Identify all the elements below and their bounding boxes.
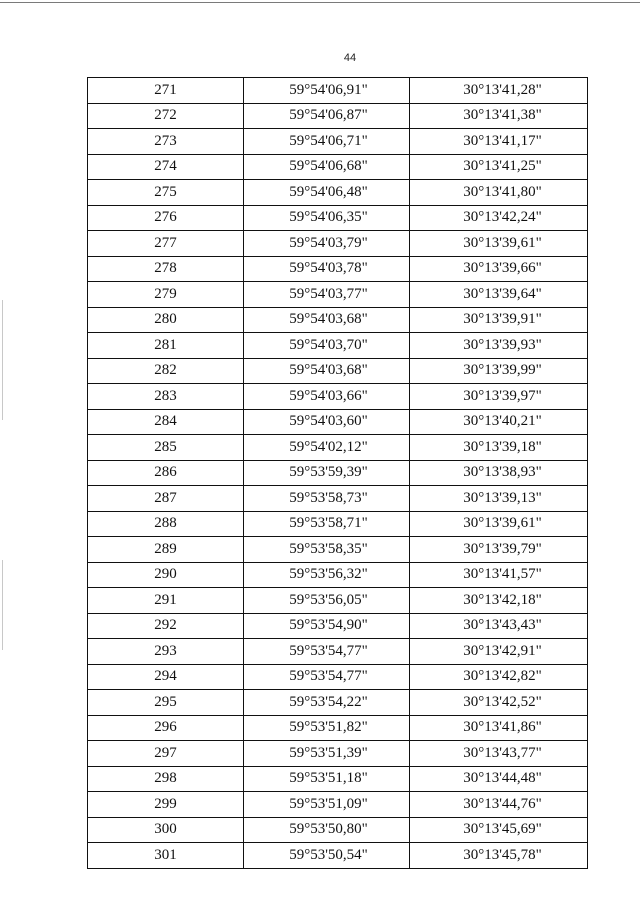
latitude-cell: 59°53'58,73"	[244, 486, 410, 512]
latitude-cell: 59°53'56,32"	[244, 562, 410, 588]
point-number-cell: 293	[88, 639, 244, 665]
point-number-cell: 276	[88, 205, 244, 231]
longitude-cell: 30°13'41,86"	[410, 715, 588, 741]
table-row	[88, 129, 588, 155]
longitude-cell: 30°13'43,43"	[410, 613, 588, 639]
latitude-cell: 59°53'51,39"	[244, 741, 410, 767]
table-row	[88, 409, 588, 435]
point-number-cell: 278	[88, 256, 244, 282]
point-number-cell: 279	[88, 282, 244, 308]
top-scan-edge	[0, 2, 640, 3]
scan-margin-mark	[2, 300, 3, 420]
latitude-cell: 59°53'51,18"	[244, 766, 410, 792]
table-row	[88, 792, 588, 818]
longitude-cell: 30°13'42,91"	[410, 639, 588, 665]
latitude-cell: 59°54'03,78"	[244, 256, 410, 282]
table-row	[88, 817, 588, 843]
table-row	[88, 103, 588, 129]
table-row	[88, 307, 588, 333]
point-number-cell: 292	[88, 613, 244, 639]
longitude-cell: 30°13'43,77"	[410, 741, 588, 767]
table-row	[88, 588, 588, 614]
longitude-cell: 30°13'39,61"	[410, 511, 588, 537]
longitude-cell: 30°13'45,69"	[410, 817, 588, 843]
longitude-cell: 30°13'38,93"	[410, 460, 588, 486]
longitude-cell: 30°13'41,25"	[410, 154, 588, 180]
longitude-cell: 30°13'44,48"	[410, 766, 588, 792]
table-row	[88, 613, 588, 639]
point-number-cell: 287	[88, 486, 244, 512]
table-row	[88, 231, 588, 257]
latitude-cell: 59°54'06,48"	[244, 180, 410, 206]
point-number-cell: 298	[88, 766, 244, 792]
table-row	[88, 435, 588, 461]
point-number-cell: 282	[88, 358, 244, 384]
table-row	[88, 843, 588, 869]
point-number-cell: 288	[88, 511, 244, 537]
longitude-cell: 30°13'42,24"	[410, 205, 588, 231]
table-row	[88, 639, 588, 665]
latitude-cell: 59°54'03,77"	[244, 282, 410, 308]
point-number-cell: 301	[88, 843, 244, 869]
longitude-cell: 30°13'41,38"	[410, 103, 588, 129]
point-number-cell: 296	[88, 715, 244, 741]
point-number-cell: 291	[88, 588, 244, 614]
longitude-cell: 30°13'39,97"	[410, 384, 588, 410]
table-row	[88, 78, 588, 104]
point-number-cell: 271	[88, 78, 244, 104]
latitude-cell: 59°53'54,90"	[244, 613, 410, 639]
point-number-cell: 284	[88, 409, 244, 435]
latitude-cell: 59°53'58,35"	[244, 537, 410, 563]
point-number-cell: 273	[88, 129, 244, 155]
point-number-cell: 285	[88, 435, 244, 461]
longitude-cell: 30°13'39,66"	[410, 256, 588, 282]
table-row	[88, 333, 588, 359]
table-row	[88, 511, 588, 537]
longitude-cell: 30°13'42,82"	[410, 664, 588, 690]
latitude-cell: 59°54'06,87"	[244, 103, 410, 129]
longitude-cell: 30°13'41,57"	[410, 562, 588, 588]
coordinates-table-body	[88, 78, 588, 869]
latitude-cell: 59°53'59,39"	[244, 460, 410, 486]
table-row	[88, 460, 588, 486]
longitude-cell: 30°13'39,18"	[410, 435, 588, 461]
latitude-cell: 59°54'06,91"	[244, 78, 410, 104]
table-row	[88, 256, 588, 282]
point-number-cell: 300	[88, 817, 244, 843]
table-row	[88, 715, 588, 741]
longitude-cell: 30°13'39,93"	[410, 333, 588, 359]
latitude-cell: 59°53'51,82"	[244, 715, 410, 741]
latitude-cell: 59°53'54,77"	[244, 639, 410, 665]
latitude-cell: 59°54'03,68"	[244, 358, 410, 384]
table-row	[88, 741, 588, 767]
latitude-cell: 59°54'02,12"	[244, 435, 410, 461]
table-row	[88, 154, 588, 180]
point-number-cell: 286	[88, 460, 244, 486]
point-number-cell: 290	[88, 562, 244, 588]
longitude-cell: 30°13'44,76"	[410, 792, 588, 818]
latitude-cell: 59°53'56,05"	[244, 588, 410, 614]
latitude-cell: 59°54'03,68"	[244, 307, 410, 333]
point-number-cell: 294	[88, 664, 244, 690]
latitude-cell: 59°54'03,60"	[244, 409, 410, 435]
table-row	[88, 384, 588, 410]
longitude-cell: 30°13'39,99"	[410, 358, 588, 384]
coordinates-table	[87, 77, 588, 869]
table-row	[88, 664, 588, 690]
point-number-cell: 272	[88, 103, 244, 129]
longitude-cell: 30°13'40,21"	[410, 409, 588, 435]
longitude-cell: 30°13'39,91"	[410, 307, 588, 333]
latitude-cell: 59°54'06,35"	[244, 205, 410, 231]
table-row	[88, 562, 588, 588]
latitude-cell: 59°54'06,71"	[244, 129, 410, 155]
latitude-cell: 59°53'50,54"	[244, 843, 410, 869]
longitude-cell: 30°13'42,18"	[410, 588, 588, 614]
table-row	[88, 690, 588, 716]
point-number-cell: 277	[88, 231, 244, 257]
point-number-cell: 295	[88, 690, 244, 716]
latitude-cell: 59°54'06,68"	[244, 154, 410, 180]
longitude-cell: 30°13'41,28"	[410, 78, 588, 104]
point-number-cell: 299	[88, 792, 244, 818]
point-number-cell: 275	[88, 180, 244, 206]
point-number-cell: 280	[88, 307, 244, 333]
latitude-cell: 59°54'03,66"	[244, 384, 410, 410]
longitude-cell: 30°13'39,61"	[410, 231, 588, 257]
page-number: 44	[343, 52, 357, 64]
table-row	[88, 282, 588, 308]
longitude-cell: 30°13'45,78"	[410, 843, 588, 869]
longitude-cell: 30°13'41,17"	[410, 129, 588, 155]
point-number-cell: 274	[88, 154, 244, 180]
point-number-cell: 281	[88, 333, 244, 359]
table-row	[88, 180, 588, 206]
latitude-cell: 59°53'50,80"	[244, 817, 410, 843]
longitude-cell: 30°13'39,13"	[410, 486, 588, 512]
table-row	[88, 766, 588, 792]
longitude-cell: 30°13'39,64"	[410, 282, 588, 308]
longitude-cell: 30°13'39,79"	[410, 537, 588, 563]
latitude-cell: 59°53'54,77"	[244, 664, 410, 690]
point-number-cell: 289	[88, 537, 244, 563]
table-row	[88, 537, 588, 563]
latitude-cell: 59°53'58,71"	[244, 511, 410, 537]
longitude-cell: 30°13'41,80"	[410, 180, 588, 206]
latitude-cell: 59°54'03,70"	[244, 333, 410, 359]
point-number-cell: 297	[88, 741, 244, 767]
latitude-cell: 59°53'54,22"	[244, 690, 410, 716]
scan-margin-mark	[2, 560, 3, 650]
table-row	[88, 205, 588, 231]
latitude-cell: 59°54'03,79"	[244, 231, 410, 257]
table-row	[88, 358, 588, 384]
point-number-cell: 283	[88, 384, 244, 410]
latitude-cell: 59°53'51,09"	[244, 792, 410, 818]
longitude-cell: 30°13'42,52"	[410, 690, 588, 716]
table-row	[88, 486, 588, 512]
